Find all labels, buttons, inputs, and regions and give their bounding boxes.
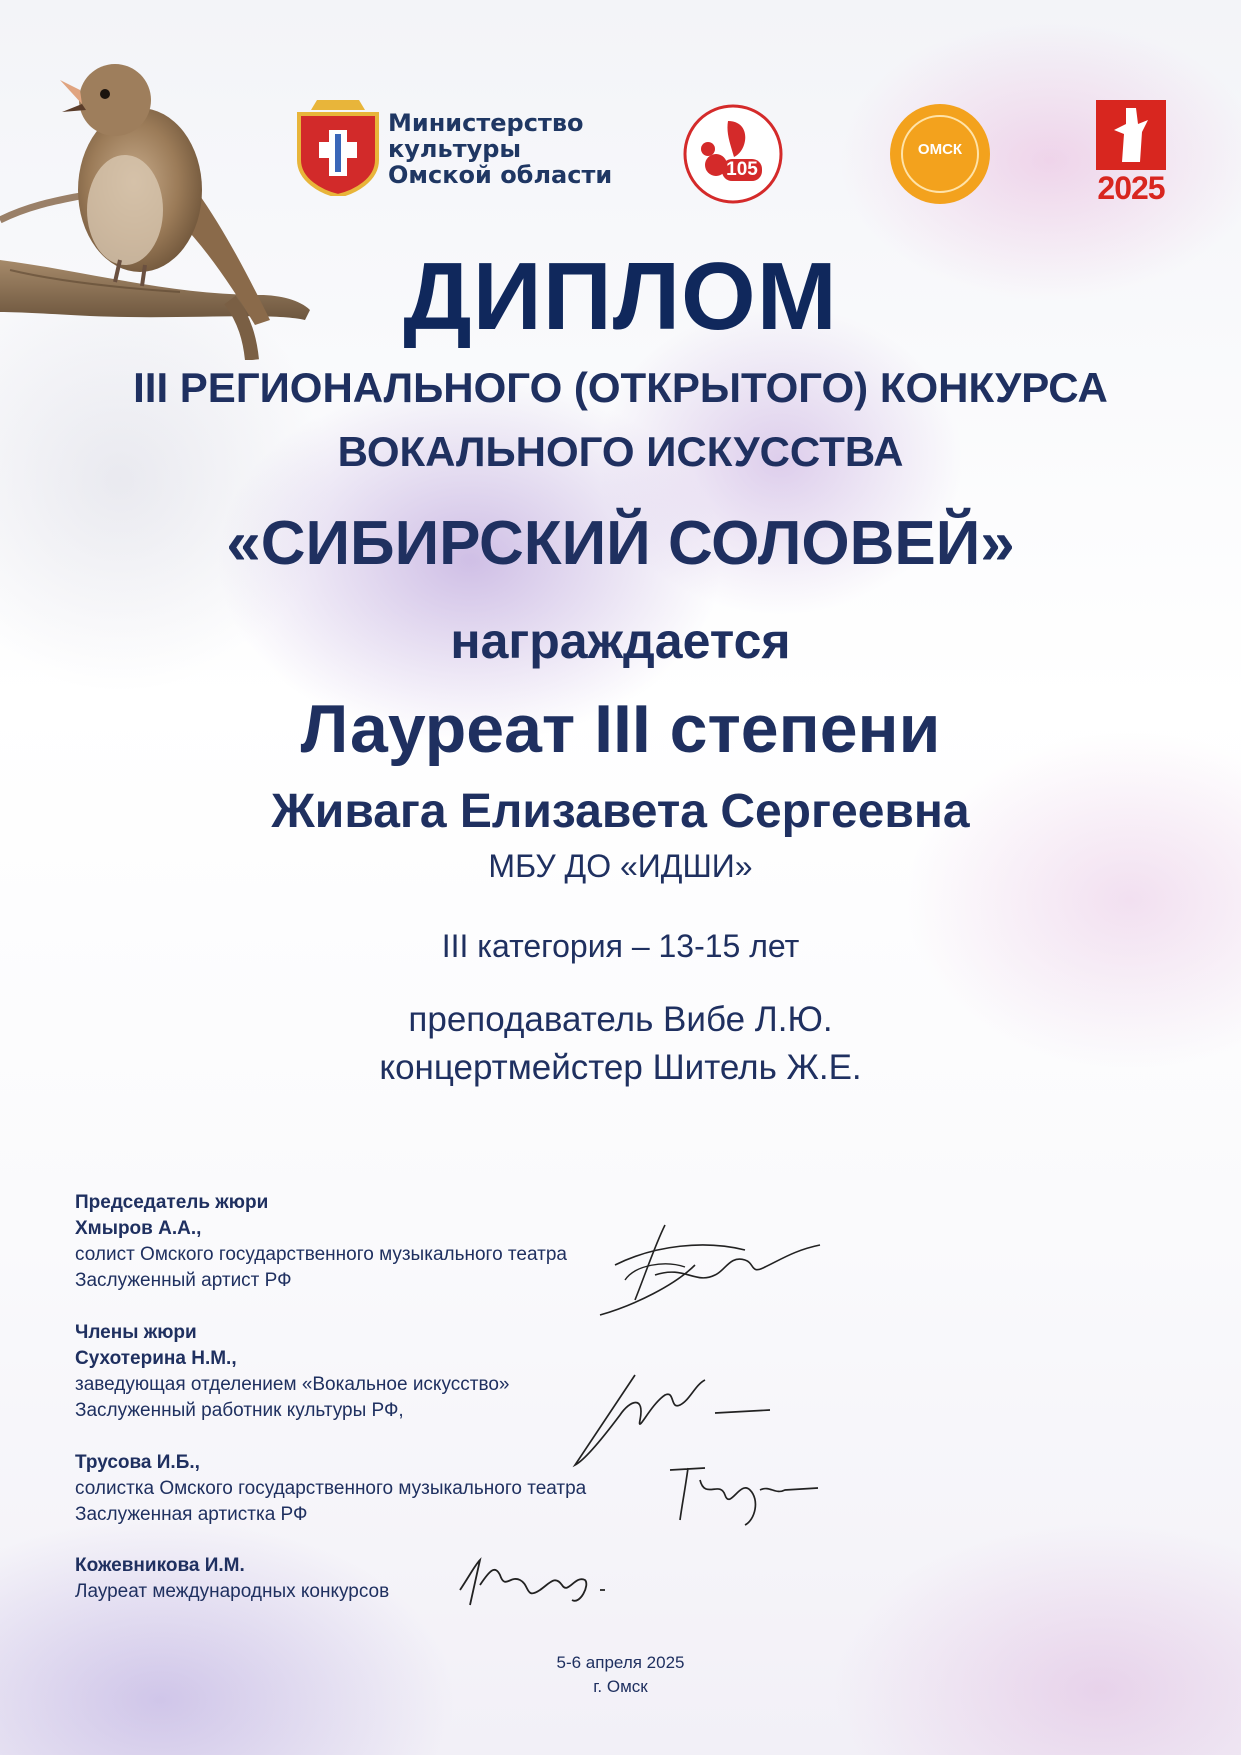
logo-omsk-text: ОМСК (917, 141, 963, 158)
jury-member-2-block (75, 1450, 586, 1528)
member-3-signature (450, 1545, 620, 1615)
logo-2025-year: 2025 (1097, 170, 1165, 206)
contest-name: «СИБИРСКИЙ СОЛОВЕЙ» (226, 509, 1015, 578)
victory-2025-logo (1096, 100, 1166, 204)
awarded-label: награждается (450, 613, 791, 669)
jury-member-1-block (75, 1320, 509, 1424)
competition-subtitle-line-2: ВОКАЛЬНОГО ИСКУССТВА (337, 428, 904, 475)
jury-member-1-name: Сухотерина Н.М., (75, 1348, 237, 1369)
award-title: Лауреат III степени (300, 691, 941, 767)
jury-member-1-role: заведующая отделением «Вокальное искусство» (75, 1374, 510, 1395)
jury-member-2-title: Заслуженная артистка РФ (75, 1504, 308, 1525)
ministry-line-3: Омской области (388, 161, 613, 189)
jury-member-2-role: солистка Омского государственного музыкального театра (75, 1478, 587, 1499)
jury-member-2-name: Трусова И.Б., (75, 1452, 200, 1473)
jury-member-3-name: Кожевникова И.М. (75, 1555, 245, 1576)
age-category: III категория – 13-15 лет (441, 928, 800, 964)
recipient-name: Живага Елизавета Сергеевна (271, 785, 970, 838)
jury-member-3-title: Лауреат международных конкурсов (75, 1581, 390, 1602)
omsk-city-logo (889, 103, 991, 205)
jury-member-1-title: Заслуженный работник культуры РФ, (75, 1400, 404, 1421)
jury-chair-title: Заслуженный артист РФ (75, 1270, 292, 1291)
coat-of-arms-icon (293, 100, 383, 196)
recipient-organization: МБУ ДО «ИДШИ» (488, 848, 753, 884)
jury-chair-block (75, 1190, 567, 1294)
ministry-line-2: культуры (388, 135, 522, 163)
anniversary-105-logo (682, 103, 784, 205)
event-date: 5-6 апреля 2025 (556, 1653, 685, 1672)
jury-chair-heading: Председатель жюри (75, 1192, 269, 1213)
event-city: г. Омск (593, 1677, 648, 1696)
teacher-line: преподаватель Вибе Л.Ю. (408, 1000, 833, 1039)
jury-member-3-block (75, 1553, 389, 1605)
jury-chair-name: Хмыров А.А., (75, 1218, 202, 1239)
ministry-line-1: Министерство (388, 109, 584, 137)
chair-signature (595, 1205, 825, 1325)
member-2-signature (660, 1450, 820, 1530)
diploma-title: ДИПЛОМ (403, 243, 838, 350)
jury-chair-role: солист Омского государственного музыкального театра (75, 1244, 567, 1265)
accompanist-line: концертмейстер Шитель Ж.Е. (379, 1048, 862, 1087)
logo-105-number: 105 (722, 159, 762, 181)
competition-subtitle-line-1: III РЕГИОНАЛЬНОГО (ОТКРЫТОГО) КОНКУРСА (133, 364, 1108, 411)
ministry-of-culture-logo (293, 100, 633, 200)
jury-members-heading: Члены жюри (75, 1322, 197, 1343)
